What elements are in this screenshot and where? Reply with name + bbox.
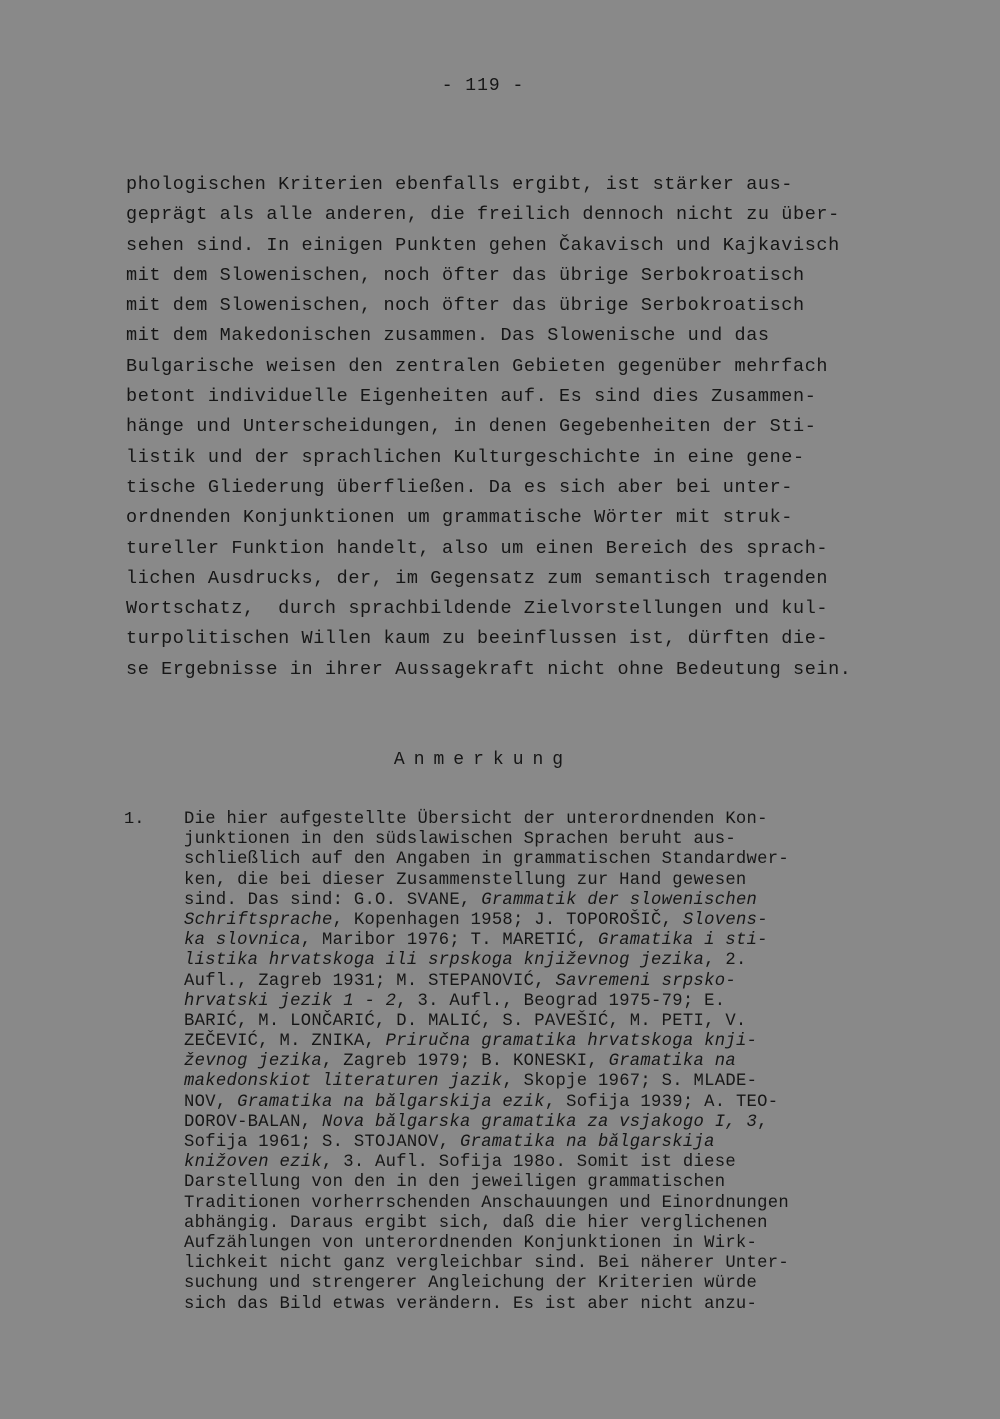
- page-number: - 119 -: [441, 76, 525, 96]
- footnote-line: [184, 1214, 904, 1234]
- footnote-text-segment: , Kopenhagen 1958; J. TOPOROŠIČ,: [332, 910, 683, 930]
- footnote-line: [184, 850, 904, 870]
- italic-title: hrvatski jezik 1 - 2: [184, 991, 397, 1011]
- italic-title: Savremeni srpsko-: [555, 971, 736, 991]
- footnote-text-segment: , 2.: [704, 951, 747, 971]
- italic-title: makedonskiot literaturen jazik: [184, 1072, 503, 1092]
- body-line: mit dem Makedonischen zusammen. Das Slowenische und das: [126, 325, 770, 347]
- footnote-line: [184, 951, 904, 971]
- footnote-text-segment: , Maribor 1976; T. MARETIĆ,: [300, 931, 598, 951]
- footnote-text-segment: DOROV-BALAN,: [184, 1112, 322, 1132]
- footnote-line: [184, 1093, 904, 1113]
- footnote-text-segment: sich das Bild etwas verändern. Es ist aber nicht anzu-: [184, 1294, 758, 1314]
- body-line: tureller Funktion handelt, also um einen Bereich des sprach-: [126, 537, 829, 559]
- footnote-text-segment: ,: [757, 1112, 768, 1132]
- footnote-text-segment: Darstellung von den in den jeweiligen grammatischen: [184, 1173, 726, 1193]
- body-line: phologischen Kriterien ebenfalls ergibt, ist stärker aus-: [126, 174, 794, 195]
- footnote-text-segment: , 3. Aufl. Sofija 198o. Somit ist diese: [321, 1153, 736, 1173]
- footnote-text-segment: , Zagreb 1979; B. KONESKI,: [321, 1052, 609, 1072]
- footnote-line: [184, 931, 904, 951]
- italic-title: listika hrvatskoga ili srpskoga književnog jezika: [184, 951, 705, 971]
- footnote-text-segment: BARIĆ, M. LONČARIĆ, D. MALIĆ, S. PAVEŠIĆ, M. PETI, V.: [184, 1011, 747, 1031]
- footnote-text-segment: , Skopje 1967; S. MLADE-: [502, 1072, 758, 1092]
- body-line: turpolitischen Willen kaum zu beeinflussen ist, dürften die-: [126, 628, 829, 650]
- body-line: sehen sind. In einigen Punkten gehen Čakavisch und Kajkavisch: [126, 234, 840, 256]
- footnote-text-segment: NOV,: [184, 1092, 238, 1112]
- footnote-number: 1.: [124, 810, 145, 829]
- footnote-line: [184, 810, 904, 830]
- body-line: betont individuelle Eigenheiten auf. Es sind dies Zusammen-: [126, 386, 817, 408]
- footnote-text-segment: ZEČEVIĆ, M. ZNIKA,: [184, 1032, 386, 1052]
- footnote-line: [184, 992, 904, 1012]
- footnote-line: [184, 1295, 904, 1315]
- footnote-line: [184, 972, 904, 992]
- footnote-line: [184, 1133, 904, 1153]
- footnote-line: [184, 1254, 904, 1274]
- body-line: mit dem Slowenischen, noch öfter das übrige Serbokroatisch: [126, 295, 805, 317]
- footnote-text-segment: , 3. Aufl., Beograd 1975-79; E.: [396, 991, 726, 1011]
- body-line: listik und der sprachlichen Kulturgeschichte in eine gene-: [126, 446, 805, 468]
- footnote-text-segment: schließlich auf den Angaben in grammatischen Standardwer-: [184, 850, 790, 870]
- footnote-text-segment: , Sofija 1939; A. TEO-: [544, 1092, 779, 1112]
- footnote-line: [184, 1012, 904, 1032]
- body-line: mit dem Slowenischen, noch öfter das übrige Serbokroatisch: [126, 264, 805, 286]
- italic-title: Gramatika na bălgarskija ezik: [237, 1092, 545, 1112]
- footnote-text-segment: Aufzählungen von unterordnenden Konjunktionen in Wirk-: [184, 1233, 758, 1253]
- italic-title: Gramatika na: [608, 1052, 736, 1072]
- footnote-line: [184, 1234, 904, 1254]
- body-line: tische Gliederung überfließen. Da es sich aber bei unter-: [126, 476, 794, 498]
- italic-title: Priručna gramatika hrvatskoga knji-: [385, 1032, 758, 1052]
- italic-title: Schriftsprache: [184, 910, 333, 930]
- footnote-line: [184, 1032, 904, 1052]
- section-title: Anmerkung: [393, 750, 573, 770]
- body-line: lichen Ausdrucks, der, im Gegensatz zum semantisch tragenden: [126, 567, 829, 589]
- footnote-line: [184, 1113, 904, 1133]
- footnote-text-segment: ken, die bei dieser Zusammenstellung zur Hand gewesen: [184, 870, 747, 890]
- body-line: se Ergebnisse in ihrer Aussagekraft nicht ohne Bedeutung sein.: [126, 658, 852, 680]
- body-line: ordnenden Konjunktionen um grammatische Wörter mit struk-: [126, 507, 794, 529]
- italic-title: Slovens-: [682, 910, 768, 930]
- italic-title: Grammatik der slowenischen: [481, 890, 758, 910]
- footnote-line: [184, 1173, 904, 1193]
- footnote-line: [184, 891, 904, 911]
- footnote-text-segment: suchung und strengerer Angleichung der Kriterien würde: [184, 1274, 758, 1294]
- footnote-text-segment: Traditionen vorherrschenden Anschauungen und Einordnungen: [184, 1193, 790, 1213]
- footnote-line: [184, 871, 904, 891]
- italic-title: Gramatika na bălgarskija: [459, 1133, 715, 1152]
- body-line: hänge und Unterscheidungen, in denen Gegebenheiten der Sti-: [126, 416, 817, 438]
- footnote-line: [184, 1052, 904, 1072]
- body-line: Bulgarische weisen den zentralen Gebieten gegenüber mehrfach: [126, 355, 829, 377]
- italic-title: Nova bălgarska gramatika za vsjakogo I, 3: [321, 1112, 758, 1132]
- footnote-text-segment: Aufl., Zagreb 1931; M. STEPANOVIĆ,: [184, 971, 556, 991]
- body-text: [126, 170, 926, 685]
- footnote-line: [184, 1072, 904, 1092]
- body-line: Wortschatz, durch sprachbildende Zielvorstellungen und kul-: [126, 598, 829, 620]
- footnote-text-segment: Die hier aufgestellte Übersicht der unterordnenden Kon-: [184, 810, 768, 829]
- footnote-line: [184, 1153, 904, 1173]
- footnote-line: [184, 1194, 904, 1214]
- footnote-text-segment: abhängig. Daraus ergibt sich, daß die hier verglichenen: [184, 1213, 768, 1233]
- footnote-line: [184, 1274, 904, 1294]
- footnote-line: [184, 911, 904, 931]
- footnote-text-segment: Sofija 1961; S. STOJANOV,: [184, 1133, 460, 1152]
- italic-title: knižoven ezik: [184, 1153, 322, 1173]
- footnote-text-segment: lichkeit nicht ganz vergleichbar sind. Bei näherer Unter-: [184, 1254, 790, 1274]
- footnote-line: [184, 830, 904, 850]
- italic-title: Gramatika i sti-: [597, 931, 768, 951]
- italic-title: ževnog jezika: [184, 1052, 322, 1072]
- footnote-text: [184, 810, 904, 1315]
- body-line: geprägt als alle anderen, die freilich dennoch nicht zu über-: [126, 204, 840, 226]
- footnote-text-segment: sind. Das sind: G.O. SVANE,: [184, 890, 482, 910]
- footnote-text-segment: junktionen in den südslawischen Sprachen beruht aus-: [184, 830, 736, 850]
- italic-title: ka slovnica: [184, 931, 301, 951]
